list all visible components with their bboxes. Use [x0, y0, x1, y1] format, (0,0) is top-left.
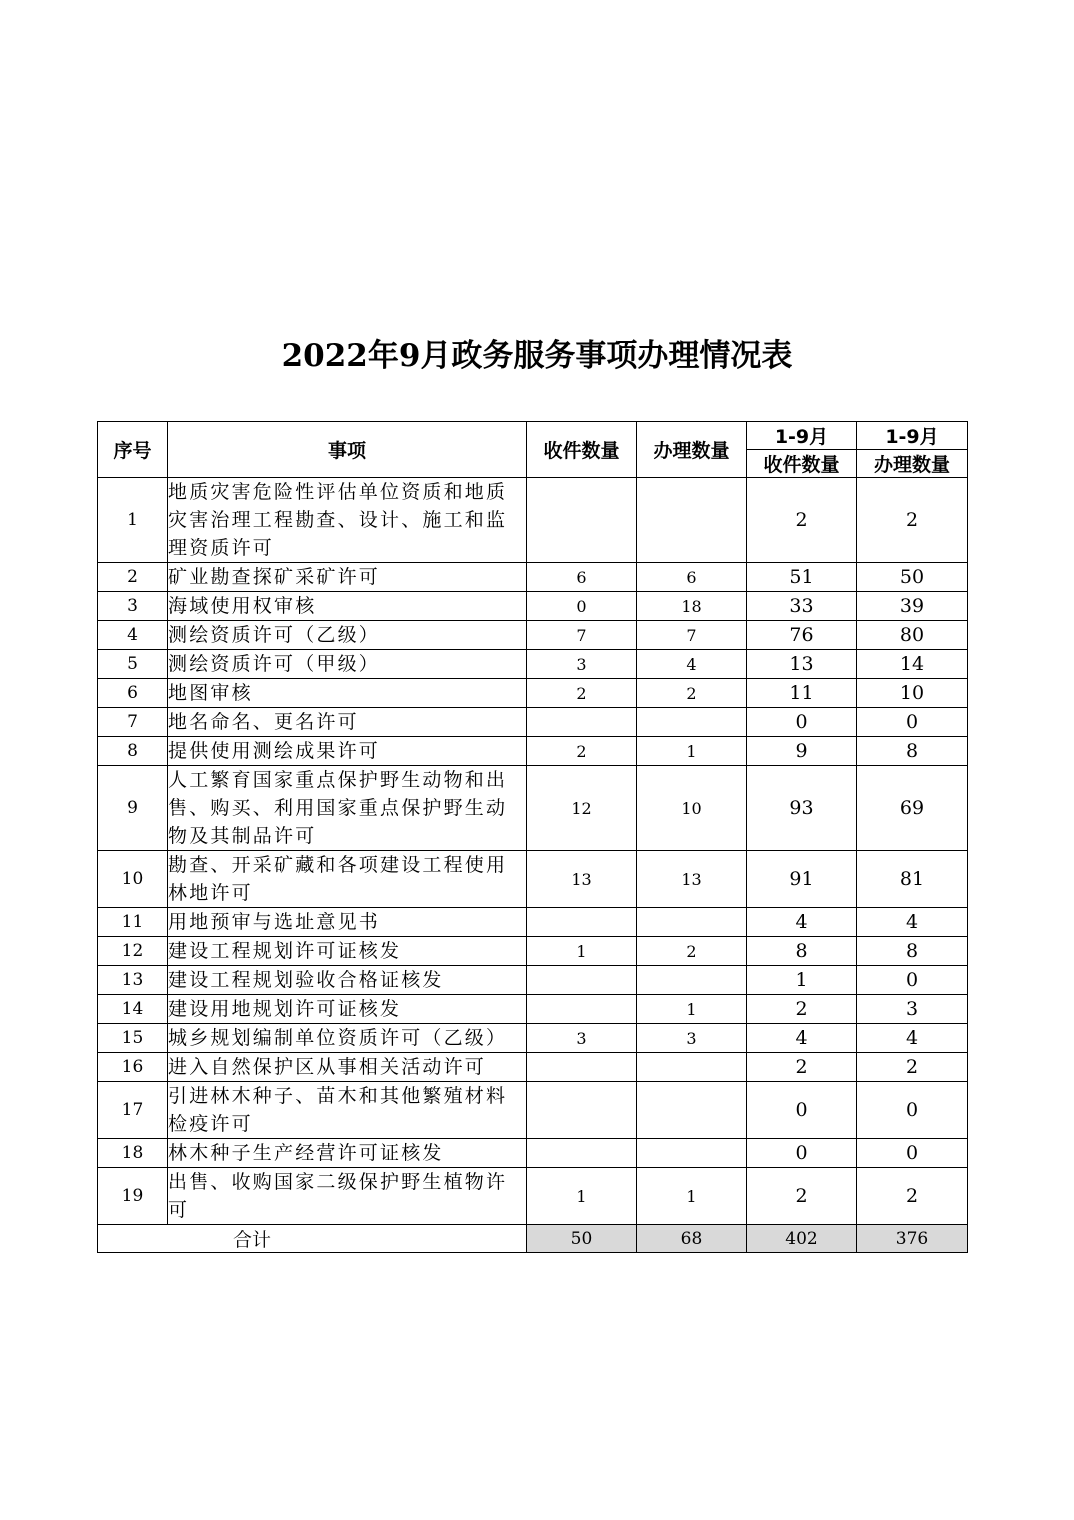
- row-ytd-received: 51: [747, 563, 857, 592]
- row-index: 9: [98, 766, 168, 851]
- row-item: 测绘资质许可（乙级）: [168, 621, 527, 650]
- row-ytd-processed: 14: [857, 650, 968, 679]
- row-item: 提供使用测绘成果许可: [168, 737, 527, 766]
- row-index: 17: [98, 1082, 168, 1139]
- row-received: [527, 1053, 637, 1082]
- header-item: 事项: [168, 422, 527, 478]
- row-received: 3: [527, 1024, 637, 1053]
- row-item: 用地预审与选址意见书: [168, 908, 527, 937]
- row-ytd-received: 13: [747, 650, 857, 679]
- row-processed: 18: [637, 592, 747, 621]
- row-ytd-received: 93: [747, 766, 857, 851]
- row-received: 1: [527, 1168, 637, 1225]
- total-processed: 68: [637, 1225, 747, 1253]
- row-item: 海域使用权审核: [168, 592, 527, 621]
- header-row-top: [98, 422, 968, 450]
- row-ytd-received: 0: [747, 1139, 857, 1168]
- header-ytd-processed: 办理数量: [857, 450, 968, 478]
- row-ytd-processed: 0: [857, 1082, 968, 1139]
- header-received: 收件数量: [527, 422, 637, 478]
- row-ytd-processed: 2: [857, 478, 968, 563]
- row-ytd-received: 9: [747, 737, 857, 766]
- row-item: 进入自然保护区从事相关活动许可: [168, 1053, 527, 1082]
- row-ytd-received: 2: [747, 1168, 857, 1225]
- table-row: [98, 621, 968, 650]
- row-item: 地图审核: [168, 679, 527, 708]
- row-received: 7: [527, 621, 637, 650]
- row-processed: 7: [637, 621, 747, 650]
- table-row: [98, 1082, 968, 1139]
- row-received: [527, 478, 637, 563]
- row-ytd-processed: 2: [857, 1168, 968, 1225]
- table-row: [98, 708, 968, 737]
- row-received: [527, 908, 637, 937]
- total-label: 合计: [98, 1225, 527, 1253]
- total-ytd-processed: 376: [857, 1225, 968, 1253]
- total-row: [98, 1225, 968, 1253]
- row-index: 3: [98, 592, 168, 621]
- row-ytd-received: 91: [747, 851, 857, 908]
- table-row: [98, 1053, 968, 1082]
- row-ytd-processed: 0: [857, 966, 968, 995]
- row-processed: 6: [637, 563, 747, 592]
- row-index: 16: [98, 1053, 168, 1082]
- row-ytd-processed: 0: [857, 708, 968, 737]
- row-ytd-processed: 4: [857, 908, 968, 937]
- row-index: 7: [98, 708, 168, 737]
- row-item: 人工繁育国家重点保护野生动物和出售、购买、利用国家重点保护野生动物及其制品许可: [168, 766, 527, 851]
- row-ytd-processed: 4: [857, 1024, 968, 1053]
- row-processed: [637, 1082, 747, 1139]
- header-ytd-received: 收件数量: [747, 450, 857, 478]
- total-received: 50: [527, 1225, 637, 1253]
- table-row: [98, 478, 968, 563]
- row-item: 勘查、开采矿藏和各项建设工程使用林地许可: [168, 851, 527, 908]
- row-processed: [637, 478, 747, 563]
- row-ytd-processed: 80: [857, 621, 968, 650]
- row-processed: 1: [637, 1168, 747, 1225]
- row-index: 13: [98, 966, 168, 995]
- row-ytd-processed: 39: [857, 592, 968, 621]
- row-ytd-received: 2: [747, 995, 857, 1024]
- row-item: 建设工程规划许可证核发: [168, 937, 527, 966]
- row-index: 6: [98, 679, 168, 708]
- row-processed: [637, 708, 747, 737]
- row-index: 12: [98, 937, 168, 966]
- row-item: 建设用地规划许可证核发: [168, 995, 527, 1024]
- header-ytd-group-received: 1-9月: [747, 422, 857, 450]
- row-item: 建设工程规划验收合格证核发: [168, 966, 527, 995]
- row-index: 19: [98, 1168, 168, 1225]
- row-ytd-received: 0: [747, 708, 857, 737]
- row-processed: 2: [637, 937, 747, 966]
- table-row: [98, 1024, 968, 1053]
- row-ytd-received: 11: [747, 679, 857, 708]
- table-row: [98, 766, 968, 851]
- row-item: 地名命名、更名许可: [168, 708, 527, 737]
- row-processed: 1: [637, 737, 747, 766]
- row-received: [527, 1082, 637, 1139]
- row-received: [527, 708, 637, 737]
- table-row: [98, 966, 968, 995]
- row-processed: [637, 1053, 747, 1082]
- row-index: 5: [98, 650, 168, 679]
- row-index: 15: [98, 1024, 168, 1053]
- row-item: 矿业勘查探矿采矿许可: [168, 563, 527, 592]
- row-index: 11: [98, 908, 168, 937]
- row-processed: 10: [637, 766, 747, 851]
- row-ytd-received: 2: [747, 1053, 857, 1082]
- row-ytd-received: 4: [747, 1024, 857, 1053]
- row-ytd-received: 1: [747, 966, 857, 995]
- table-row: [98, 851, 968, 908]
- row-ytd-processed: 10: [857, 679, 968, 708]
- row-ytd-received: 76: [747, 621, 857, 650]
- table-row: [98, 679, 968, 708]
- row-index: 4: [98, 621, 168, 650]
- row-ytd-processed: 50: [857, 563, 968, 592]
- service-report-table: [97, 421, 968, 1253]
- header-processed: 办理数量: [637, 422, 747, 478]
- row-index: 14: [98, 995, 168, 1024]
- row-received: [527, 1139, 637, 1168]
- row-processed: [637, 908, 747, 937]
- row-index: 18: [98, 1139, 168, 1168]
- row-ytd-processed: 0: [857, 1139, 968, 1168]
- row-processed: [637, 966, 747, 995]
- row-ytd-processed: 81: [857, 851, 968, 908]
- table-row: [98, 937, 968, 966]
- row-index: 1: [98, 478, 168, 563]
- table-row: [98, 650, 968, 679]
- row-received: 2: [527, 737, 637, 766]
- row-ytd-processed: 8: [857, 737, 968, 766]
- row-received: 2: [527, 679, 637, 708]
- row-ytd-processed: 8: [857, 937, 968, 966]
- row-item: 林木种子生产经营许可证核发: [168, 1139, 527, 1168]
- row-item: 引进林木种子、苗木和其他繁殖材料检疫许可: [168, 1082, 527, 1139]
- header-index: 序号: [98, 422, 168, 478]
- table-row: [98, 1139, 968, 1168]
- row-index: 2: [98, 563, 168, 592]
- row-index: 8: [98, 737, 168, 766]
- table-row: [98, 737, 968, 766]
- row-received: 3: [527, 650, 637, 679]
- row-processed: 4: [637, 650, 747, 679]
- row-received: 6: [527, 563, 637, 592]
- header-ytd-group-processed: 1-9月: [857, 422, 968, 450]
- row-item: 出售、收购国家二级保护野生植物许可: [168, 1168, 527, 1225]
- table-row: [98, 592, 968, 621]
- row-ytd-processed: 3: [857, 995, 968, 1024]
- table-row: [98, 1168, 968, 1225]
- row-ytd-processed: 69: [857, 766, 968, 851]
- row-item: 测绘资质许可（甲级）: [168, 650, 527, 679]
- total-ytd-received: 402: [747, 1225, 857, 1253]
- row-ytd-processed: 2: [857, 1053, 968, 1082]
- row-received: 0: [527, 592, 637, 621]
- row-processed: 1: [637, 995, 747, 1024]
- row-processed: [637, 1139, 747, 1168]
- row-index: 10: [98, 851, 168, 908]
- row-ytd-received: 33: [747, 592, 857, 621]
- row-processed: 3: [637, 1024, 747, 1053]
- table-row: [98, 908, 968, 937]
- row-received: [527, 995, 637, 1024]
- row-item: 城乡规划编制单位资质许可（乙级）: [168, 1024, 527, 1053]
- row-received: 12: [527, 766, 637, 851]
- row-item: 地质灾害危险性评估单位资质和地质灾害治理工程勘查、设计、施工和监理资质许可: [168, 478, 527, 563]
- row-received: 1: [527, 937, 637, 966]
- row-ytd-received: 8: [747, 937, 857, 966]
- table-row: [98, 563, 968, 592]
- row-processed: 2: [637, 679, 747, 708]
- row-ytd-received: 2: [747, 478, 857, 563]
- row-processed: 13: [637, 851, 747, 908]
- table-row: [98, 995, 968, 1024]
- page-title: 2022年9月政务服务事项办理情况表: [281, 338, 793, 374]
- row-ytd-received: 4: [747, 908, 857, 937]
- row-received: [527, 966, 637, 995]
- row-received: 13: [527, 851, 637, 908]
- row-ytd-received: 0: [747, 1082, 857, 1139]
